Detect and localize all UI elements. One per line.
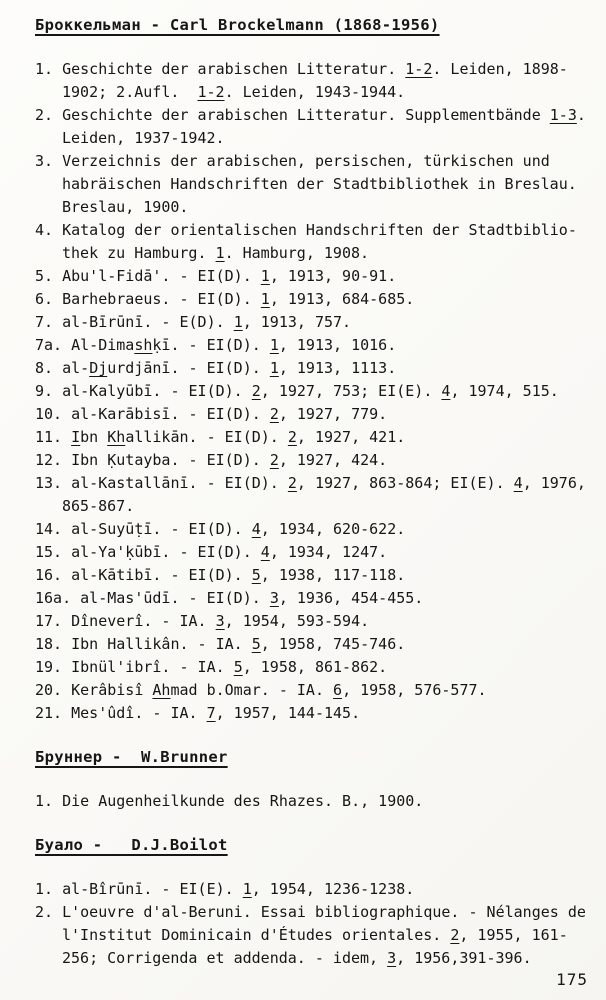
- bibliography-entry: [35, 311, 598, 334]
- bibliography-entry: [35, 610, 598, 633]
- entry-line: l'Institut Dominicain d'Études orientales. 2, 1955, 161-: [62, 926, 568, 944]
- entry-line: 15. al-Ya'ḳūbī. - EI(D). 4, 1934, 1247.: [35, 543, 388, 561]
- bibliography-entry: [35, 679, 598, 702]
- entry-line: 1902; 2.Aufl. 1-2. Leiden, 1943-1944.: [62, 83, 406, 101]
- section-heading: Бруннер - W.Brunner: [35, 748, 228, 766]
- bibliography-entry: [35, 219, 598, 265]
- bibliography-entry: [35, 790, 598, 813]
- bibliography-entry: [35, 656, 598, 679]
- entry-line: 1. Die Augenheilkunde des Rhazes. B., 1900.: [35, 792, 424, 810]
- bibliography-section: [35, 834, 598, 970]
- entry-line: 13. al-Kastallānī. - EI(D). 2, 1927, 863-864; EI(E). 4, 1976,: [35, 474, 586, 492]
- bibliography-entry: [35, 357, 598, 380]
- entry-line: 11. Ibn Khallikān. - EI(D). 2, 1927, 421.: [35, 428, 406, 446]
- bibliography-section: [35, 746, 598, 813]
- bibliography-entry: [35, 472, 598, 518]
- entry-line: habräischen Handschriften der Stadtbibliothek in Breslau.: [62, 175, 577, 193]
- entry-line: 8. al-Djurdjānī. - EI(D). 1, 1913, 1113.: [35, 359, 397, 377]
- entry-line: 865-867.: [62, 497, 135, 515]
- entry-line: 18. Ibn Hallikân. - IA. 5, 1958, 745-746.: [35, 635, 406, 653]
- entry-line: 6. Barhebraeus. - EI(D). 1, 1913, 684-685.: [35, 290, 415, 308]
- bibliography-entry: [35, 702, 598, 725]
- entry-line: 1. al-Bîrūnī. - EI(E). 1, 1954, 1236-1238.: [35, 880, 415, 898]
- bibliography-entry: [35, 288, 598, 311]
- bibliography-entry: [35, 58, 598, 104]
- entry-line: 1. Geschichte der arabischen Litteratur. 1-2. Leiden, 1898-: [35, 60, 568, 78]
- entry-line: 9. al-Kalyūbī. - EI(D). 2, 1927, 753; EI(E). 4, 1974, 515.: [35, 382, 559, 400]
- bibliography-entry: [35, 541, 598, 564]
- bibliography-entry: [35, 104, 598, 150]
- bibliography-entry: [35, 518, 598, 541]
- entry-line: 7. al-Bīrūnī. - E(D). 1, 1913, 757.: [35, 313, 352, 331]
- bibliography-section: [35, 14, 598, 725]
- entry-line: 20. Kerâbisî Ahmad b.Omar. - IA. 6, 1958, 576-577.: [35, 681, 487, 699]
- entry-line: Breslau, 1900.: [62, 198, 189, 216]
- entry-line: 16a. al-Mas'ūdī. - EI(D). 3, 1936, 454-455.: [35, 589, 424, 607]
- entry-line: 14. al-Suyūṭī. - EI(D). 4, 1934, 620-622.: [35, 520, 406, 538]
- bibliography-entry: [35, 878, 598, 901]
- page-number: 175: [556, 970, 588, 989]
- entry-line: 256; Corrigenda et addenda. - idem, 3, 1956,391-396.: [62, 949, 532, 967]
- entry-line: 12. Ibn Ḳutayba. - EI(D). 2, 1927, 424.: [35, 451, 388, 469]
- section-heading: Броккельман - Carl Brockelmann (1868-1956): [35, 16, 440, 34]
- bibliography-entry: [35, 403, 598, 426]
- entry-line: 21. Mes'ûdî. - IA. 7, 1957, 144-145.: [35, 704, 361, 722]
- entry-line: 3. Verzeichnis der arabischen, persischen, türkischen und: [35, 152, 550, 170]
- bibliography-entry: [35, 901, 598, 970]
- bibliography-entry: [35, 380, 598, 403]
- bibliography-entry: [35, 265, 598, 288]
- bibliography: [35, 14, 598, 970]
- entry-line: thek zu Hamburg. 1. Hamburg, 1908.: [62, 244, 370, 262]
- bibliography-entry: [35, 633, 598, 656]
- entry-line: 5. Abu'l-Fidā'. - EI(D). 1, 1913, 90-91.: [35, 267, 397, 285]
- bibliography-entry: [35, 426, 598, 449]
- entry-line: 7a. Al-Dimashḳī. - EI(D). 1, 1913, 1016.: [35, 336, 397, 354]
- entry-line: 4. Katalog der orientalischen Handschriften der Stadtbiblio-: [35, 221, 577, 239]
- entry-line: 17. Dîneverî. - IA. 3, 1954, 593-594.: [35, 612, 370, 630]
- bibliography-entry: [35, 449, 598, 472]
- bibliography-entry: [35, 334, 598, 357]
- entry-line: 16. al-Kātibī. - EI(D). 5, 1938, 117-118.: [35, 566, 406, 584]
- section-heading: Буало - D.J.Boilot: [35, 836, 228, 854]
- entry-line: 19. Ibnül'ibrî. - IA. 5, 1958, 861-862.: [35, 658, 388, 676]
- entry-line: 10. al-Karābisī. - EI(D). 2, 1927, 779.: [35, 405, 388, 423]
- entry-line: 2. Geschichte der arabischen Litteratur. Supplementbände 1-3.: [35, 106, 586, 124]
- bibliography-entry: [35, 150, 598, 219]
- entry-line: 2. L'oeuvre d'al-Beruni. Essai bibliographique. - Nélanges de: [35, 903, 586, 921]
- bibliography-entry: [35, 564, 598, 587]
- bibliography-entry: [35, 587, 598, 610]
- entry-line: Leiden, 1937-1942.: [62, 129, 225, 147]
